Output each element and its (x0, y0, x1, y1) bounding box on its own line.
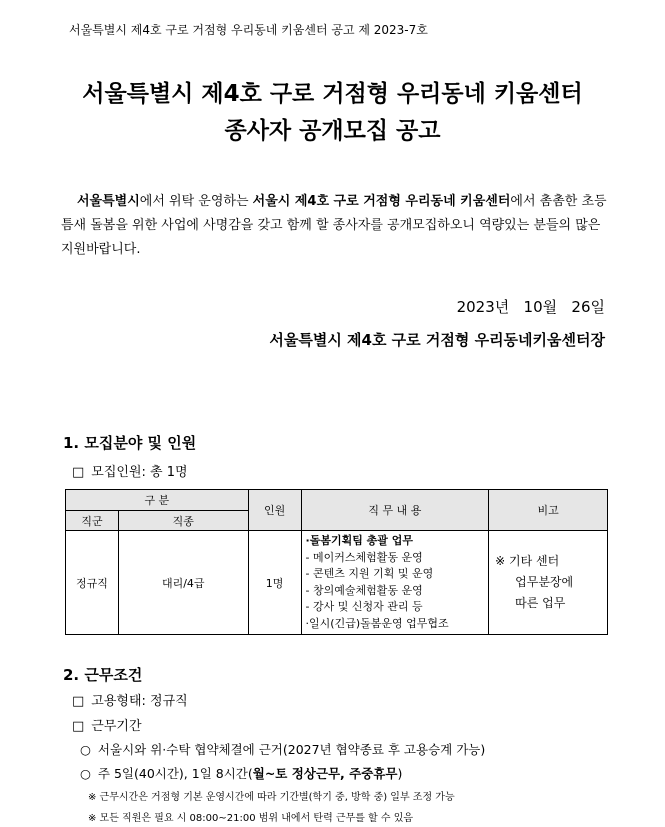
employment-type (72, 690, 188, 709)
note-line: 따른 업무 (515, 596, 566, 610)
intro-paragraph (61, 190, 607, 262)
work-item-1 (80, 740, 485, 758)
th-type: 직종 (118, 511, 248, 531)
table-header-row (66, 490, 608, 511)
work-period (72, 715, 142, 734)
section-1-title: 1. 모집분야 및 인원 (63, 434, 197, 452)
td-duty (301, 531, 489, 635)
work-item-2 (80, 764, 402, 782)
duty-line: ·일시(긴급)돌봄운영 업무협조 (305, 616, 449, 630)
section-2-title: 2. 근무조건 (63, 666, 143, 684)
recruit-count-text: 모집인원: 총 1명 (91, 465, 188, 480)
work-note-2: ※ 모든 직원은 필요 시 08:00~21:00 범위 내에서 탄력 근무를 할 수 있음 (88, 813, 414, 824)
td-people: 1명 (248, 531, 301, 635)
work-note-1: ※ 근무시간은 거점형 기본 운영시간에 따라 기간별(학기 중, 방학 중) 일부 조정 가능 (88, 792, 455, 803)
employment-type-text: 고용형태: 정규직 (91, 694, 188, 709)
th-group: 구 분 (66, 490, 249, 511)
announcement-date: 2023년 10월 26일 (456, 298, 605, 316)
intro-text-2: 에서 촘촘한 초등 틈새 돌봄을 위한 사업에 사명감을 갖고 함께 할 종사자를 공개모집하오니 역량있는 분들의 많은 지원바랍니다. (61, 194, 607, 257)
work-item-2-prefix: 주 5일(40시간), 1일 8시간( (97, 766, 253, 781)
recruitment-table (65, 489, 608, 635)
square-bullet-icon: □ (72, 694, 85, 709)
td-note (489, 531, 608, 635)
th-note: 비고 (489, 490, 608, 531)
th-duty: 직 무 내 용 (301, 490, 489, 531)
recruit-count (72, 461, 188, 480)
table-row (66, 531, 608, 635)
note-line: 업무분장에 (515, 575, 574, 589)
circle-bullet-icon: ○ (80, 742, 91, 757)
work-item-2-bold: 월~토 정상근무, 주중휴무 (252, 766, 398, 781)
page-subtitle: 종사자 공개모집 공고 (224, 118, 441, 144)
th-rank: 직군 (66, 511, 119, 531)
intro-bold-1: 서울특별시 (77, 194, 140, 209)
page-title: 서울특별시 제4호 구로 거점형 우리동네 키움센터 (82, 81, 583, 107)
work-item-1-text: 서울시와 위·수탁 협약체결에 근거(2027년 협약종료 후 고용승계 가능) (97, 742, 486, 757)
work-period-text: 근무기간 (91, 719, 142, 734)
td-rank: 정규직 (66, 531, 119, 635)
duty-line: - 창의예술체험활동 운영 (305, 583, 423, 597)
duty-line: - 콘텐츠 지원 기획 및 운영 (305, 567, 434, 580)
duty-line: ·돌봄기획팀 총괄 업무 (305, 534, 414, 547)
square-bullet-icon: □ (72, 465, 85, 480)
circle-bullet-icon: ○ (80, 766, 91, 781)
td-type: 대리/4급 (118, 531, 248, 635)
th-people: 인원 (248, 490, 301, 531)
intro-text-1: 에서 위탁 운영하는 (139, 194, 253, 209)
duty-line: - 메이커스체험활동 운영 (305, 550, 423, 564)
intro-bold-2: 서울시 제4호 구로 거점형 우리동네 키움센터 (252, 194, 511, 209)
announcement-number: 서울특별시 제4호 구로 거점형 우리동네 키움센터 공고 제 2023-7호 (69, 23, 428, 37)
work-item-2-suffix: ) (397, 766, 403, 781)
duty-line: - 강사 및 신청자 관리 등 (305, 600, 423, 613)
note-line: ※ 기타 센터 (495, 554, 560, 568)
issuer: 서울특별시 제4호 구로 거점형 우리동네키움센터장 (269, 331, 605, 349)
square-bullet-icon: □ (72, 719, 85, 734)
